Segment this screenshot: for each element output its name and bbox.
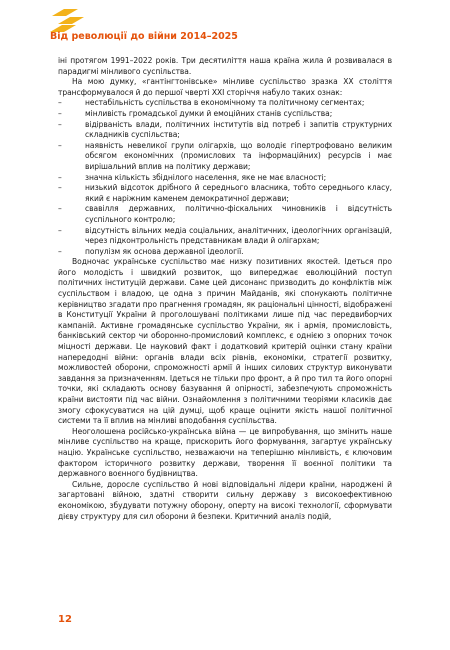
- list-item-text: наявність невеликої групи олігархів, що володіє гіпертрофовано великим обсягом економічних (промислових та інформаційних) ресурсів і має вирішальний вплив на політику держави;: [85, 140, 392, 171]
- list-item: [58, 183, 392, 204]
- list-item-text: мінливість громадської думки й емоційних станів суспільства;: [85, 108, 333, 118]
- list-item: [58, 247, 392, 258]
- list-item: [58, 226, 392, 247]
- list-item-text: низький відсоток дрібного й середнього власника, тобто середнього класу, який є наріжним каменем демократичної держави;: [85, 183, 392, 203]
- list-item: [58, 141, 392, 173]
- list-item-text: значна кількість збіднілого населення, яке не має власності;: [85, 172, 327, 182]
- list-item-text: нестабільність суспільства в економічному та політичному сегментах;: [85, 98, 365, 108]
- list-item: [58, 98, 392, 109]
- dash-marker: –: [58, 119, 62, 129]
- list-item: [58, 204, 392, 225]
- running-title: Від революції до війни 2014–2025: [50, 31, 238, 42]
- list-item: [58, 173, 392, 184]
- list-item-text: популізм як основа державної ідеології.: [85, 246, 244, 256]
- dash-marker: –: [58, 172, 62, 182]
- list-item-text: відірваність влади, політичних інститутів від потреб і запитів структурних складників суспільства;: [85, 119, 392, 140]
- dash-marker: –: [58, 246, 62, 256]
- dash-marker: –: [58, 204, 62, 214]
- paragraph-4: Неоголошена російсько-українська війна — це випробування, що змінить наше мінливе суспільство на краще, прискорить його формування, загартує українську націю. Українське суспільство, незважаючи на теперішню мінливість, є ключовим фактором історичного розвитку держави, творення її воєнної політики та державного воєнного будівництва.: [58, 426, 392, 479]
- list-item: [58, 109, 392, 120]
- dash-marker: –: [58, 183, 62, 193]
- paragraph-2: На мою думку, «гантінгтонівське» мінливе суспільство зразка XX століття трансформувалося й до першої чверті XXI сторіччя набуло таких ознак:: [58, 77, 392, 97]
- dash-marker: –: [58, 140, 62, 150]
- bullet-list: [58, 98, 392, 257]
- paragraph-1: іні протягом 1991–2022 років. Три десятиліття наша країна жила й розвивалася в парадигмі мінливого суспільства.: [58, 56, 392, 76]
- paragraph-3: Водночас українське суспільство має низку позитивних якостей. Ідеться про його молодість і швидкий розвиток, що випереджає еволюційний поступ політичних інституцій держави. Саме цей дисонанс призводить до конфліктів між суспільством і владою, це одна з причин Майданів, які спонукають політичне керівництво згадати про прагнення громадян, як раціональні цінності, відображені в Конституції України й проголошувані політиками лише під час передвиборчих кампаній. Активне громадянське суспільство України, як і армія, промисловість, банківський сектор чи оборонно-промисловий комплекс, є однією з опорних точок міцності держави. Це науковий факт і додатковий критерій оцінки стану країни напередодні війни: органів влади всіх рівнів, економіки, стратегії розвитку, можливостей оборони, спроможності армії й інших силових структур виконувати завдання за призначенням. Ідеться не тільки про фронт, а й про тил та його опорні точки, які складають основу базування й опірності, забезпечують спроможність країни вистояти під час війни. Ознайомлення з політичними теоріями класиків дає змогу сфокусуватися на цій думці, щоб краще оцінити якість нашої політичної системи та її вплив на мінливі вподобання суспільства.: [58, 257, 392, 426]
- page-body: [58, 56, 392, 522]
- dash-marker: –: [58, 225, 62, 235]
- list-item: [58, 120, 392, 141]
- list-item-text: свавілля державних, політично-фіскальних чиновників і відсутність суспільного контролю;: [85, 204, 392, 224]
- dash-marker: –: [58, 98, 62, 108]
- dash-marker: –: [58, 108, 62, 118]
- paragraph-5: Сильне, доросле суспільство й нові відповідальні лідери країни, народжені й загартовані війною, здатні створити сильну державу з високоефективною економікою, збудувати потужну оборону, оперту на високі технології, сформувати дієву структуру для сил оборони й безпеки. Критичний аналіз подій,: [58, 479, 392, 521]
- page-number: 12: [58, 614, 72, 625]
- list-item-text: відсутність вільних медіа соціальних, аналітичних, ідеологічних організацій, через підконтрольність представникам влади й олігархам;: [85, 225, 392, 246]
- page-header: [0, 0, 450, 52]
